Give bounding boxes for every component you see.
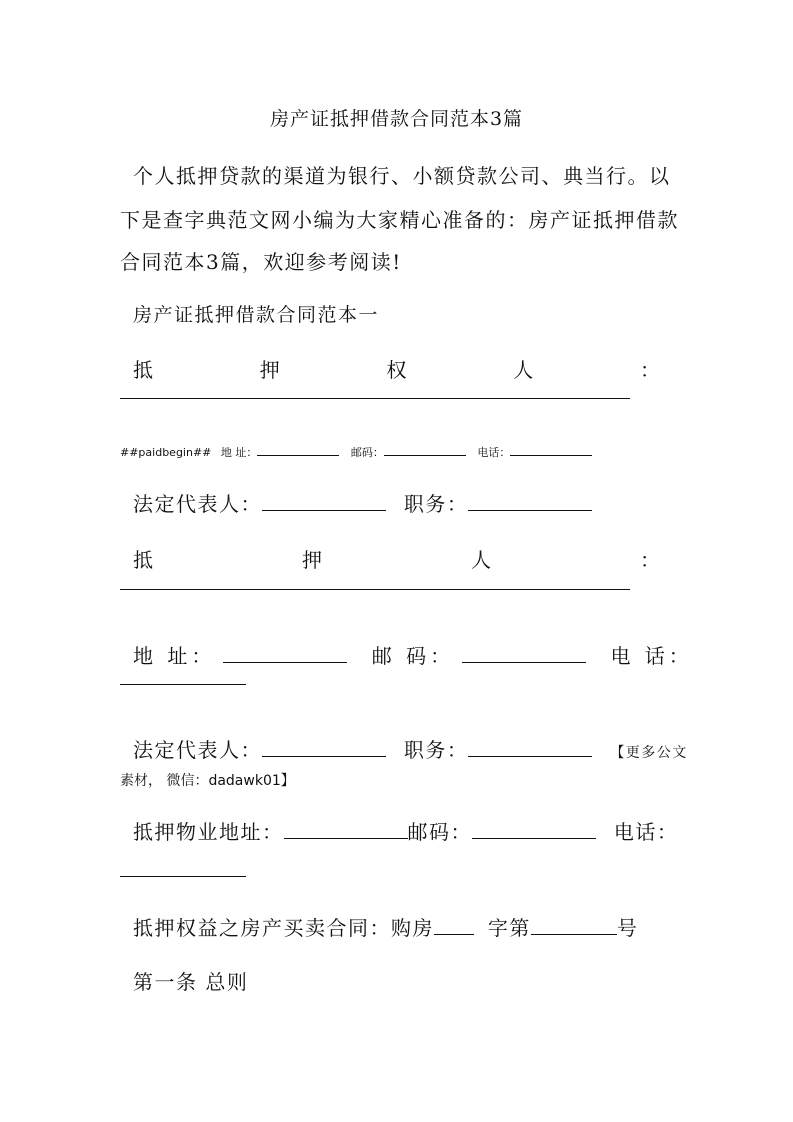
property-phone-label: 电话： <box>613 820 679 844</box>
document-title: 房产证抵押借款合同范本3篇 <box>269 108 524 130</box>
position-label: 职务： <box>403 492 469 516</box>
contract-line <box>133 912 638 941</box>
contract-prefix: 抵押权益之房产买卖合同：购房 <box>133 916 434 940</box>
label-char: 抵 <box>133 358 153 382</box>
label-char: 押 <box>302 548 322 572</box>
mortgagor-label-row <box>133 544 660 573</box>
mortgagee-label-row <box>133 354 660 383</box>
contract-middle: 字第 <box>487 916 531 940</box>
contract-blank-1 <box>434 916 474 935</box>
small-postcode-label: 邮码： <box>350 446 384 459</box>
small-address-blank <box>257 444 339 456</box>
small-phone-label: 电话： <box>477 446 511 459</box>
property-address-blank <box>284 820 408 839</box>
property-postcode-label: 邮码： <box>407 820 472 844</box>
intro-line-1: 个人抵押贷款的渠道为银行、小额贷款公司、典当行。以 <box>133 164 671 188</box>
paid-marker: ##paidbegin## <box>120 446 212 459</box>
property-phone-fill-line <box>120 876 246 877</box>
address-row <box>133 640 693 669</box>
legal-rep-line-2 <box>133 734 688 763</box>
small-contact-line <box>120 444 592 460</box>
small-phone-blank <box>510 444 592 456</box>
promo-text-2: 素材， 微信：dadawk01】 <box>120 773 295 789</box>
address-blank <box>223 644 347 663</box>
label-char: 押 <box>259 358 280 382</box>
legal-rep-blank <box>262 492 386 511</box>
legal-rep-label: 法定代表人： <box>133 492 262 516</box>
legal-rep-label-2: 法定代表人： <box>133 738 262 762</box>
article-one-heading: 第一条 总则 <box>133 970 249 994</box>
position-blank-2 <box>468 738 592 757</box>
intro-line-3: 合同范本3篇，欢迎参考阅读! <box>120 250 402 274</box>
property-postcode-blank <box>472 820 596 839</box>
position-blank <box>468 492 592 511</box>
legal-rep-line-1 <box>133 488 592 517</box>
section-heading: 房产证抵押借款合同范本一 <box>133 304 380 326</box>
legal-rep-blank-2 <box>262 738 386 757</box>
position-label-2: 职务： <box>403 738 469 762</box>
postcode-label: 邮 码： <box>371 644 455 668</box>
contract-blank-2 <box>531 916 617 935</box>
label-char: ： <box>640 548 660 572</box>
address-label: 地 址： <box>133 644 216 668</box>
label-char: 权 <box>386 358 407 382</box>
mortgagor-fill-line <box>120 589 630 590</box>
mortgagee-fill-line <box>120 398 630 399</box>
small-postcode-blank <box>384 444 466 456</box>
phone-fill-line <box>120 684 246 685</box>
small-address-label: 地 址： <box>220 446 258 459</box>
label-char: ： <box>640 358 660 382</box>
property-address-label: 抵押物业地址： <box>133 820 284 844</box>
property-address-row <box>133 816 678 845</box>
label-char: 人 <box>471 548 491 572</box>
phone-label: 电 话： <box>610 644 693 668</box>
postcode-blank <box>462 644 586 663</box>
contract-suffix: 号 <box>616 916 639 940</box>
label-char: 抵 <box>133 548 153 572</box>
intro-line-2: 下是查字典范文网小编为大家精心准备的：房产证抵押借款 <box>120 208 679 232</box>
promo-text-1: 【更多公文 <box>610 745 688 761</box>
label-char: 人 <box>513 358 534 382</box>
